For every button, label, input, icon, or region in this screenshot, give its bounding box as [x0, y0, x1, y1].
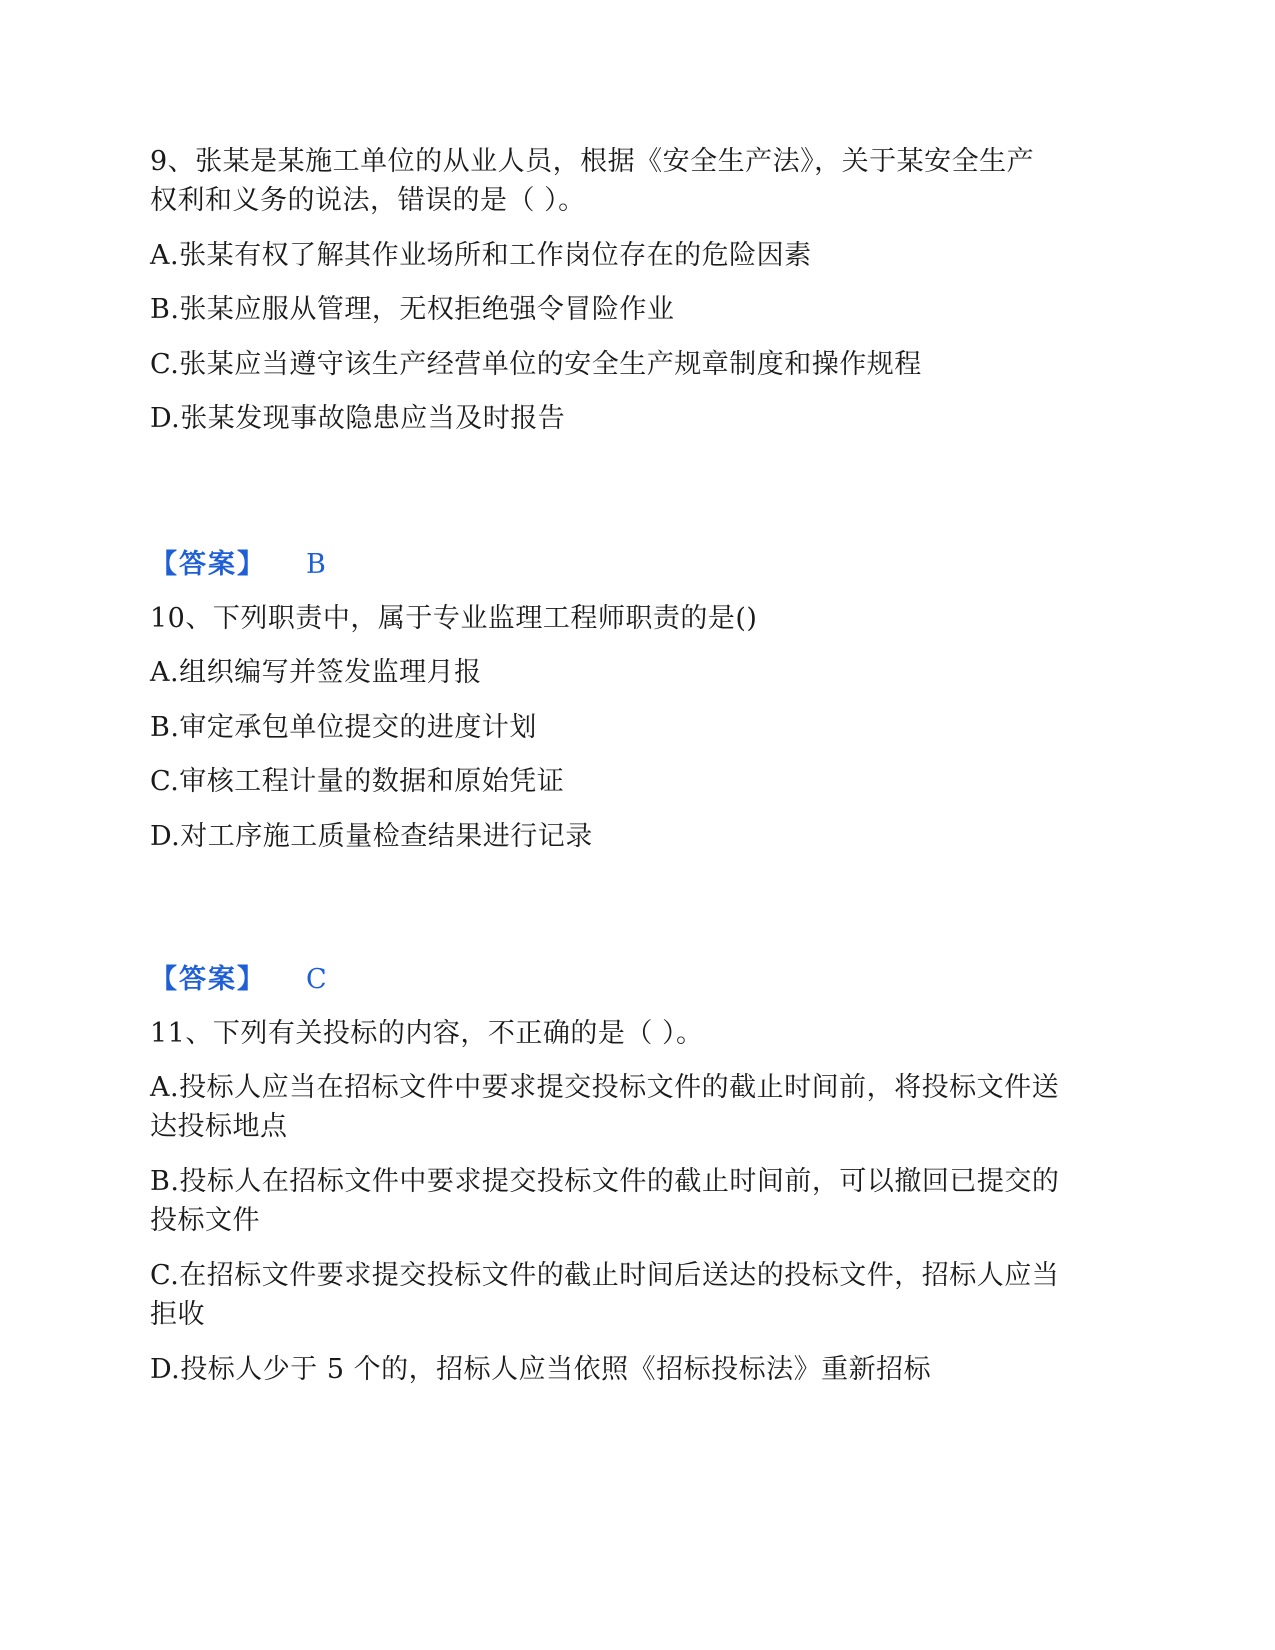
- question-9-option-b: B.张某应服从管理，无权拒绝强令冒险作业: [150, 294, 675, 325]
- question-11-option-a-line-2: 达投标地点: [150, 1111, 288, 1142]
- question-11-option-c-line-2: 拒收: [150, 1299, 205, 1330]
- answer-label: 【答案】: [150, 964, 266, 995]
- question-10-option-d: D.对工序施工质量检查结果进行记录: [150, 821, 593, 852]
- question-10-stem-line-1: 10、下列职责中，属于专业监理工程师职责的是(): [150, 603, 758, 634]
- answer-label: 【答案】: [150, 549, 266, 580]
- question-11-option-d: D.投标人少于 5 个的，招标人应当依照《招标投标法》重新招标: [150, 1354, 932, 1385]
- question-11-stem-line-1: 11、下列有关投标的内容，不正确的是（ ）。: [150, 1018, 704, 1049]
- question-10-option-b: B.审定承包单位提交的进度计划: [150, 712, 537, 743]
- question-9-answer: [150, 545, 326, 585]
- question-9-stem-line-2: 权利和义务的说法，错误的是（ ）。: [150, 185, 586, 216]
- answer-value: B: [306, 549, 326, 580]
- question-10-option-c: C.审核工程计量的数据和原始凭证: [150, 766, 565, 797]
- question-9-option-d: D.张某发现事故隐患应当及时报告: [150, 403, 566, 434]
- question-9-stem-line-1: 9、张某是某施工单位的从业人员，根据《安全生产法》，关于某安全生产: [150, 146, 1035, 177]
- question-10-answer: [150, 960, 327, 1000]
- question-11-option-a-line-1: A.投标人应当在招标文件中要求提交投标文件的截止时间前，将投标文件送: [150, 1072, 1060, 1103]
- question-9-option-a: A.张某有权了解其作业场所和工作岗位存在的危险因素: [150, 240, 812, 271]
- question-11-option-b-line-2: 投标文件: [150, 1205, 260, 1236]
- answer-value: C: [306, 964, 327, 995]
- question-11-option-b-line-1: B.投标人在招标文件中要求提交投标文件的截止时间前，可以撤回已提交的: [150, 1166, 1060, 1197]
- question-11-option-c-line-1: C.在招标文件要求提交投标文件的截止时间后送达的投标文件，招标人应当: [150, 1260, 1060, 1291]
- question-10-option-a: A.组织编写并签发监理月报: [150, 657, 482, 688]
- question-9-option-c: C.张某应当遵守该生产经营单位的安全生产规章制度和操作规程: [150, 349, 922, 380]
